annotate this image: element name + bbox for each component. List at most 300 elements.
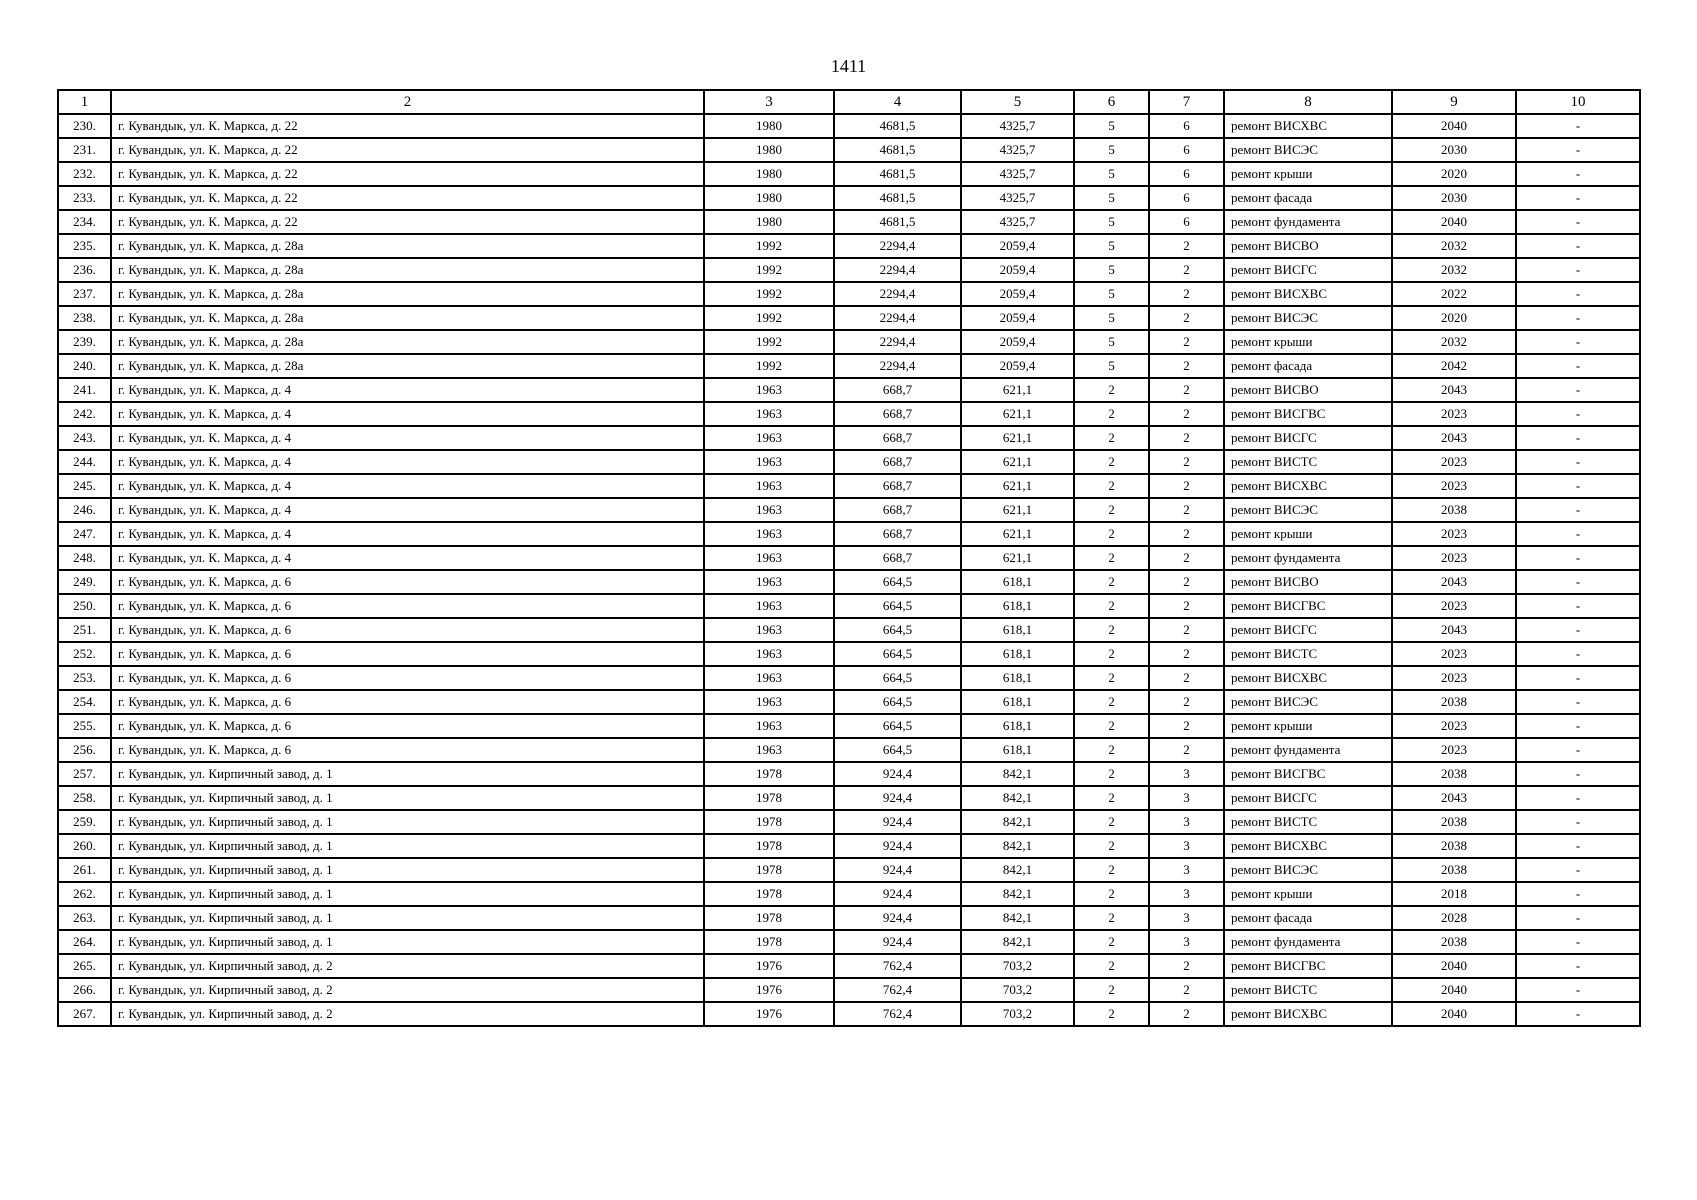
entrances-cell: 3 bbox=[1149, 762, 1224, 786]
planned-year-cell: 2043 bbox=[1392, 786, 1516, 810]
address-cell: г. Кувандык, ул. К. Маркса, д. 4 bbox=[111, 546, 704, 570]
living-area-cell: 621,1 bbox=[961, 426, 1074, 450]
floors-cell: 2 bbox=[1074, 642, 1149, 666]
address-cell: г. Кувандык, ул. Кирпичный завод, д. 1 bbox=[111, 786, 704, 810]
entrances-cell: 2 bbox=[1149, 402, 1224, 426]
floors-cell: 5 bbox=[1074, 234, 1149, 258]
note-cell: - bbox=[1516, 330, 1640, 354]
entrances-cell: 2 bbox=[1149, 546, 1224, 570]
year-built-cell: 1963 bbox=[704, 738, 834, 762]
address-cell: г. Кувандык, ул. К. Маркса, д. 4 bbox=[111, 522, 704, 546]
row-number-cell: 256. bbox=[58, 738, 111, 762]
address-cell: г. Кувандык, ул. Кирпичный завод, д. 1 bbox=[111, 834, 704, 858]
year-built-cell: 1963 bbox=[704, 666, 834, 690]
year-built-cell: 1963 bbox=[704, 402, 834, 426]
row-number-cell: 232. bbox=[58, 162, 111, 186]
entrances-cell: 2 bbox=[1149, 234, 1224, 258]
floors-cell: 2 bbox=[1074, 858, 1149, 882]
row-number-cell: 266. bbox=[58, 978, 111, 1002]
note-cell: - bbox=[1516, 762, 1640, 786]
table-row bbox=[58, 402, 1640, 426]
address-cell: г. Кувандык, ул. К. Маркса, д. 6 bbox=[111, 570, 704, 594]
planned-year-cell: 2042 bbox=[1392, 354, 1516, 378]
total-area-cell: 664,5 bbox=[834, 594, 961, 618]
note-cell: - bbox=[1516, 978, 1640, 1002]
floors-cell: 5 bbox=[1074, 186, 1149, 210]
entrances-cell: 2 bbox=[1149, 378, 1224, 402]
total-area-cell: 924,4 bbox=[834, 906, 961, 930]
address-cell: г. Кувандык, ул. К. Маркса, д. 28а bbox=[111, 354, 704, 378]
address-cell: г. Кувандык, ул. К. Маркса, д. 4 bbox=[111, 498, 704, 522]
entrances-cell: 2 bbox=[1149, 690, 1224, 714]
row-number-cell: 264. bbox=[58, 930, 111, 954]
living-area-cell: 2059,4 bbox=[961, 234, 1074, 258]
entrances-cell: 2 bbox=[1149, 738, 1224, 762]
living-area-cell: 621,1 bbox=[961, 450, 1074, 474]
total-area-cell: 4681,5 bbox=[834, 186, 961, 210]
row-number-cell: 260. bbox=[58, 834, 111, 858]
living-area-cell: 618,1 bbox=[961, 714, 1074, 738]
living-area-cell: 703,2 bbox=[961, 1002, 1074, 1026]
floors-cell: 2 bbox=[1074, 954, 1149, 978]
note-cell: - bbox=[1516, 378, 1640, 402]
work-type-cell: ремонт фасада bbox=[1224, 354, 1392, 378]
work-type-cell: ремонт ВИСХВС bbox=[1224, 282, 1392, 306]
planned-year-cell: 2023 bbox=[1392, 474, 1516, 498]
work-type-cell: ремонт ВИСТС bbox=[1224, 450, 1392, 474]
entrances-cell: 3 bbox=[1149, 882, 1224, 906]
total-area-cell: 668,7 bbox=[834, 402, 961, 426]
table-row bbox=[58, 522, 1640, 546]
note-cell: - bbox=[1516, 450, 1640, 474]
note-cell: - bbox=[1516, 474, 1640, 498]
living-area-cell: 621,1 bbox=[961, 522, 1074, 546]
address-cell: г. Кувандык, ул. К. Маркса, д. 28а bbox=[111, 282, 704, 306]
address-cell: г. Кувандык, ул. К. Маркса, д. 4 bbox=[111, 426, 704, 450]
total-area-cell: 2294,4 bbox=[834, 282, 961, 306]
entrances-cell: 2 bbox=[1149, 570, 1224, 594]
floors-cell: 5 bbox=[1074, 258, 1149, 282]
address-cell: г. Кувандык, ул. К. Маркса, д. 28а bbox=[111, 258, 704, 282]
row-number-cell: 242. bbox=[58, 402, 111, 426]
address-cell: г. Кувандык, ул. К. Маркса, д. 4 bbox=[111, 474, 704, 498]
work-type-cell: ремонт ВИСХВС bbox=[1224, 114, 1392, 138]
table-row bbox=[58, 786, 1640, 810]
address-cell: г. Кувандык, ул. К. Маркса, д. 22 bbox=[111, 114, 704, 138]
note-cell: - bbox=[1516, 354, 1640, 378]
planned-year-cell: 2038 bbox=[1392, 930, 1516, 954]
year-built-cell: 1992 bbox=[704, 258, 834, 282]
floors-cell: 2 bbox=[1074, 618, 1149, 642]
note-cell: - bbox=[1516, 1002, 1640, 1026]
total-area-cell: 664,5 bbox=[834, 738, 961, 762]
total-area-cell: 2294,4 bbox=[834, 306, 961, 330]
floors-cell: 5 bbox=[1074, 354, 1149, 378]
floors-cell: 2 bbox=[1074, 906, 1149, 930]
table-row bbox=[58, 474, 1640, 498]
living-area-cell: 2059,4 bbox=[961, 306, 1074, 330]
note-cell: - bbox=[1516, 954, 1640, 978]
table-row bbox=[58, 210, 1640, 234]
note-cell: - bbox=[1516, 642, 1640, 666]
address-cell: г. Кувандык, ул. К. Маркса, д. 22 bbox=[111, 162, 704, 186]
total-area-cell: 4681,5 bbox=[834, 162, 961, 186]
planned-year-cell: 2023 bbox=[1392, 642, 1516, 666]
note-cell: - bbox=[1516, 834, 1640, 858]
planned-year-cell: 2032 bbox=[1392, 258, 1516, 282]
year-built-cell: 1992 bbox=[704, 306, 834, 330]
table-row bbox=[58, 690, 1640, 714]
planned-year-cell: 2032 bbox=[1392, 330, 1516, 354]
entrances-cell: 2 bbox=[1149, 522, 1224, 546]
entrances-cell: 2 bbox=[1149, 474, 1224, 498]
work-type-cell: ремонт ВИСЭС bbox=[1224, 858, 1392, 882]
floors-cell: 2 bbox=[1074, 930, 1149, 954]
living-area-cell: 618,1 bbox=[961, 690, 1074, 714]
planned-year-cell: 2023 bbox=[1392, 402, 1516, 426]
year-built-cell: 1976 bbox=[704, 954, 834, 978]
year-built-cell: 1963 bbox=[704, 378, 834, 402]
living-area-cell: 4325,7 bbox=[961, 138, 1074, 162]
entrances-cell: 6 bbox=[1149, 114, 1224, 138]
note-cell: - bbox=[1516, 786, 1640, 810]
floors-cell: 5 bbox=[1074, 138, 1149, 162]
entrances-cell: 3 bbox=[1149, 810, 1224, 834]
living-area-cell: 842,1 bbox=[961, 930, 1074, 954]
column-header: 9 bbox=[1392, 90, 1516, 114]
address-cell: г. Кувандык, ул. Кирпичный завод, д. 1 bbox=[111, 858, 704, 882]
planned-year-cell: 2018 bbox=[1392, 882, 1516, 906]
table-row bbox=[58, 282, 1640, 306]
living-area-cell: 842,1 bbox=[961, 762, 1074, 786]
note-cell: - bbox=[1516, 426, 1640, 450]
year-built-cell: 1963 bbox=[704, 642, 834, 666]
table-row bbox=[58, 738, 1640, 762]
row-number-cell: 261. bbox=[58, 858, 111, 882]
floors-cell: 5 bbox=[1074, 330, 1149, 354]
year-built-cell: 1978 bbox=[704, 762, 834, 786]
work-type-cell: ремонт крыши bbox=[1224, 330, 1392, 354]
planned-year-cell: 2023 bbox=[1392, 546, 1516, 570]
floors-cell: 2 bbox=[1074, 474, 1149, 498]
note-cell: - bbox=[1516, 714, 1640, 738]
living-area-cell: 2059,4 bbox=[961, 258, 1074, 282]
row-number-cell: 250. bbox=[58, 594, 111, 618]
entrances-cell: 2 bbox=[1149, 282, 1224, 306]
note-cell: - bbox=[1516, 570, 1640, 594]
work-type-cell: ремонт ВИСТС bbox=[1224, 810, 1392, 834]
work-type-cell: ремонт фундамента bbox=[1224, 930, 1392, 954]
work-type-cell: ремонт ВИСХВС bbox=[1224, 834, 1392, 858]
year-built-cell: 1963 bbox=[704, 474, 834, 498]
row-number-cell: 234. bbox=[58, 210, 111, 234]
floors-cell: 5 bbox=[1074, 282, 1149, 306]
total-area-cell: 668,7 bbox=[834, 378, 961, 402]
floors-cell: 2 bbox=[1074, 714, 1149, 738]
column-header: 1 bbox=[58, 90, 111, 114]
living-area-cell: 842,1 bbox=[961, 810, 1074, 834]
total-area-cell: 924,4 bbox=[834, 858, 961, 882]
year-built-cell: 1963 bbox=[704, 522, 834, 546]
planned-year-cell: 2023 bbox=[1392, 450, 1516, 474]
total-area-cell: 664,5 bbox=[834, 618, 961, 642]
planned-year-cell: 2023 bbox=[1392, 666, 1516, 690]
row-number-cell: 244. bbox=[58, 450, 111, 474]
planned-year-cell: 2023 bbox=[1392, 522, 1516, 546]
living-area-cell: 4325,7 bbox=[961, 162, 1074, 186]
row-number-cell: 245. bbox=[58, 474, 111, 498]
living-area-cell: 2059,4 bbox=[961, 330, 1074, 354]
living-area-cell: 842,1 bbox=[961, 858, 1074, 882]
planned-year-cell: 2040 bbox=[1392, 210, 1516, 234]
total-area-cell: 924,4 bbox=[834, 762, 961, 786]
floors-cell: 2 bbox=[1074, 498, 1149, 522]
total-area-cell: 924,4 bbox=[834, 834, 961, 858]
work-type-cell: ремонт крыши bbox=[1224, 882, 1392, 906]
work-type-cell: ремонт фундамента bbox=[1224, 210, 1392, 234]
year-built-cell: 1963 bbox=[704, 498, 834, 522]
work-type-cell: ремонт ВИСГВС bbox=[1224, 954, 1392, 978]
note-cell: - bbox=[1516, 402, 1640, 426]
total-area-cell: 762,4 bbox=[834, 1002, 961, 1026]
note-cell: - bbox=[1516, 258, 1640, 282]
note-cell: - bbox=[1516, 210, 1640, 234]
note-cell: - bbox=[1516, 738, 1640, 762]
planned-year-cell: 2040 bbox=[1392, 1002, 1516, 1026]
living-area-cell: 703,2 bbox=[961, 978, 1074, 1002]
table-body bbox=[58, 114, 1640, 1026]
table-row bbox=[58, 378, 1640, 402]
table-row bbox=[58, 882, 1640, 906]
year-built-cell: 1976 bbox=[704, 1002, 834, 1026]
row-number-cell: 263. bbox=[58, 906, 111, 930]
note-cell: - bbox=[1516, 930, 1640, 954]
address-cell: г. Кувандык, ул. К. Маркса, д. 6 bbox=[111, 618, 704, 642]
year-built-cell: 1963 bbox=[704, 714, 834, 738]
living-area-cell: 621,1 bbox=[961, 546, 1074, 570]
floors-cell: 2 bbox=[1074, 810, 1149, 834]
row-number-cell: 237. bbox=[58, 282, 111, 306]
entrances-cell: 2 bbox=[1149, 642, 1224, 666]
planned-year-cell: 2043 bbox=[1392, 618, 1516, 642]
address-cell: г. Кувандык, ул. К. Маркса, д. 4 bbox=[111, 450, 704, 474]
column-header: 4 bbox=[834, 90, 961, 114]
note-cell: - bbox=[1516, 810, 1640, 834]
total-area-cell: 924,4 bbox=[834, 786, 961, 810]
entrances-cell: 6 bbox=[1149, 186, 1224, 210]
living-area-cell: 2059,4 bbox=[961, 282, 1074, 306]
column-header: 10 bbox=[1516, 90, 1640, 114]
floors-cell: 2 bbox=[1074, 666, 1149, 690]
year-built-cell: 1978 bbox=[704, 786, 834, 810]
year-built-cell: 1980 bbox=[704, 162, 834, 186]
floors-cell: 2 bbox=[1074, 882, 1149, 906]
planned-year-cell: 2043 bbox=[1392, 426, 1516, 450]
work-type-cell: ремонт фундамента bbox=[1224, 546, 1392, 570]
planned-year-cell: 2023 bbox=[1392, 714, 1516, 738]
note-cell: - bbox=[1516, 666, 1640, 690]
row-number-cell: 258. bbox=[58, 786, 111, 810]
floors-cell: 2 bbox=[1074, 1002, 1149, 1026]
table-row bbox=[58, 546, 1640, 570]
table-row bbox=[58, 258, 1640, 282]
note-cell: - bbox=[1516, 306, 1640, 330]
total-area-cell: 924,4 bbox=[834, 882, 961, 906]
year-built-cell: 1963 bbox=[704, 450, 834, 474]
living-area-cell: 618,1 bbox=[961, 618, 1074, 642]
note-cell: - bbox=[1516, 858, 1640, 882]
year-built-cell: 1978 bbox=[704, 858, 834, 882]
total-area-cell: 924,4 bbox=[834, 930, 961, 954]
floors-cell: 2 bbox=[1074, 546, 1149, 570]
living-area-cell: 842,1 bbox=[961, 786, 1074, 810]
table-row bbox=[58, 858, 1640, 882]
planned-year-cell: 2038 bbox=[1392, 858, 1516, 882]
row-number-cell: 255. bbox=[58, 714, 111, 738]
year-built-cell: 1963 bbox=[704, 426, 834, 450]
living-area-cell: 621,1 bbox=[961, 402, 1074, 426]
row-number-cell: 248. bbox=[58, 546, 111, 570]
total-area-cell: 664,5 bbox=[834, 714, 961, 738]
entrances-cell: 2 bbox=[1149, 594, 1224, 618]
address-cell: г. Кувандык, ул. К. Маркса, д. 6 bbox=[111, 594, 704, 618]
note-cell: - bbox=[1516, 138, 1640, 162]
work-type-cell: ремонт крыши bbox=[1224, 162, 1392, 186]
total-area-cell: 668,7 bbox=[834, 450, 961, 474]
floors-cell: 2 bbox=[1074, 570, 1149, 594]
work-type-cell: ремонт ВИСЭС bbox=[1224, 306, 1392, 330]
address-cell: г. Кувандык, ул. Кирпичный завод, д. 2 bbox=[111, 954, 704, 978]
address-cell: г. Кувандык, ул. Кирпичный завод, д. 2 bbox=[111, 1002, 704, 1026]
row-number-cell: 257. bbox=[58, 762, 111, 786]
year-built-cell: 1978 bbox=[704, 930, 834, 954]
floors-cell: 2 bbox=[1074, 690, 1149, 714]
address-cell: г. Кувандык, ул. К. Маркса, д. 6 bbox=[111, 666, 704, 690]
year-built-cell: 1992 bbox=[704, 330, 834, 354]
total-area-cell: 664,5 bbox=[834, 570, 961, 594]
work-type-cell: ремонт ВИСХВС bbox=[1224, 666, 1392, 690]
table-row bbox=[58, 186, 1640, 210]
work-type-cell: ремонт ВИСЭС bbox=[1224, 690, 1392, 714]
living-area-cell: 842,1 bbox=[961, 906, 1074, 930]
table-row bbox=[58, 666, 1640, 690]
table-row bbox=[58, 162, 1640, 186]
floors-cell: 2 bbox=[1074, 402, 1149, 426]
address-cell: г. Кувандык, ул. К. Маркса, д. 4 bbox=[111, 378, 704, 402]
year-built-cell: 1963 bbox=[704, 546, 834, 570]
planned-year-cell: 2020 bbox=[1392, 162, 1516, 186]
total-area-cell: 762,4 bbox=[834, 978, 961, 1002]
floors-cell: 2 bbox=[1074, 426, 1149, 450]
planned-year-cell: 2030 bbox=[1392, 138, 1516, 162]
planned-year-cell: 2030 bbox=[1392, 186, 1516, 210]
floors-cell: 5 bbox=[1074, 210, 1149, 234]
table-row bbox=[58, 642, 1640, 666]
address-cell: г. Кувандык, ул. К. Маркса, д. 22 bbox=[111, 210, 704, 234]
total-area-cell: 668,7 bbox=[834, 474, 961, 498]
table-row bbox=[58, 306, 1640, 330]
entrances-cell: 3 bbox=[1149, 906, 1224, 930]
planned-year-cell: 2038 bbox=[1392, 834, 1516, 858]
planned-year-cell: 2023 bbox=[1392, 738, 1516, 762]
entrances-cell: 2 bbox=[1149, 1002, 1224, 1026]
note-cell: - bbox=[1516, 906, 1640, 930]
address-cell: г. Кувандык, ул. К. Маркса, д. 6 bbox=[111, 738, 704, 762]
year-built-cell: 1978 bbox=[704, 882, 834, 906]
row-number-cell: 235. bbox=[58, 234, 111, 258]
work-type-cell: ремонт крыши bbox=[1224, 714, 1392, 738]
total-area-cell: 2294,4 bbox=[834, 330, 961, 354]
living-area-cell: 618,1 bbox=[961, 570, 1074, 594]
row-number-cell: 252. bbox=[58, 642, 111, 666]
address-cell: г. Кувандык, ул. К. Маркса, д. 28а bbox=[111, 306, 704, 330]
column-header: 5 bbox=[961, 90, 1074, 114]
living-area-cell: 621,1 bbox=[961, 474, 1074, 498]
year-built-cell: 1980 bbox=[704, 186, 834, 210]
year-built-cell: 1992 bbox=[704, 282, 834, 306]
entrances-cell: 3 bbox=[1149, 786, 1224, 810]
table-row bbox=[58, 1002, 1640, 1026]
entrances-cell: 6 bbox=[1149, 162, 1224, 186]
table-row bbox=[58, 930, 1640, 954]
entrances-cell: 2 bbox=[1149, 450, 1224, 474]
total-area-cell: 668,7 bbox=[834, 522, 961, 546]
floors-cell: 2 bbox=[1074, 738, 1149, 762]
living-area-cell: 842,1 bbox=[961, 834, 1074, 858]
floors-cell: 5 bbox=[1074, 306, 1149, 330]
year-built-cell: 1976 bbox=[704, 978, 834, 1002]
total-area-cell: 668,7 bbox=[834, 546, 961, 570]
entrances-cell: 2 bbox=[1149, 426, 1224, 450]
table-row bbox=[58, 954, 1640, 978]
table-header-row bbox=[58, 90, 1640, 114]
living-area-cell: 4325,7 bbox=[961, 114, 1074, 138]
table-row bbox=[58, 234, 1640, 258]
table-row bbox=[58, 330, 1640, 354]
year-built-cell: 1978 bbox=[704, 810, 834, 834]
planned-year-cell: 2022 bbox=[1392, 282, 1516, 306]
entrances-cell: 2 bbox=[1149, 666, 1224, 690]
floors-cell: 5 bbox=[1074, 162, 1149, 186]
living-area-cell: 842,1 bbox=[961, 882, 1074, 906]
entrances-cell: 2 bbox=[1149, 714, 1224, 738]
living-area-cell: 2059,4 bbox=[961, 354, 1074, 378]
address-cell: г. Кувандык, ул. К. Маркса, д. 4 bbox=[111, 402, 704, 426]
floors-cell: 2 bbox=[1074, 762, 1149, 786]
note-cell: - bbox=[1516, 594, 1640, 618]
work-type-cell: ремонт ВИСЭС bbox=[1224, 138, 1392, 162]
note-cell: - bbox=[1516, 498, 1640, 522]
table-row bbox=[58, 498, 1640, 522]
total-area-cell: 664,5 bbox=[834, 690, 961, 714]
total-area-cell: 2294,4 bbox=[834, 234, 961, 258]
note-cell: - bbox=[1516, 618, 1640, 642]
row-number-cell: 262. bbox=[58, 882, 111, 906]
living-area-cell: 4325,7 bbox=[961, 210, 1074, 234]
note-cell: - bbox=[1516, 186, 1640, 210]
work-type-cell: ремонт ВИСВО bbox=[1224, 570, 1392, 594]
total-area-cell: 924,4 bbox=[834, 810, 961, 834]
table-row bbox=[58, 834, 1640, 858]
planned-year-cell: 2020 bbox=[1392, 306, 1516, 330]
entrances-cell: 2 bbox=[1149, 498, 1224, 522]
note-cell: - bbox=[1516, 234, 1640, 258]
row-number-cell: 236. bbox=[58, 258, 111, 282]
total-area-cell: 4681,5 bbox=[834, 210, 961, 234]
floors-cell: 2 bbox=[1074, 522, 1149, 546]
total-area-cell: 2294,4 bbox=[834, 354, 961, 378]
total-area-cell: 664,5 bbox=[834, 666, 961, 690]
